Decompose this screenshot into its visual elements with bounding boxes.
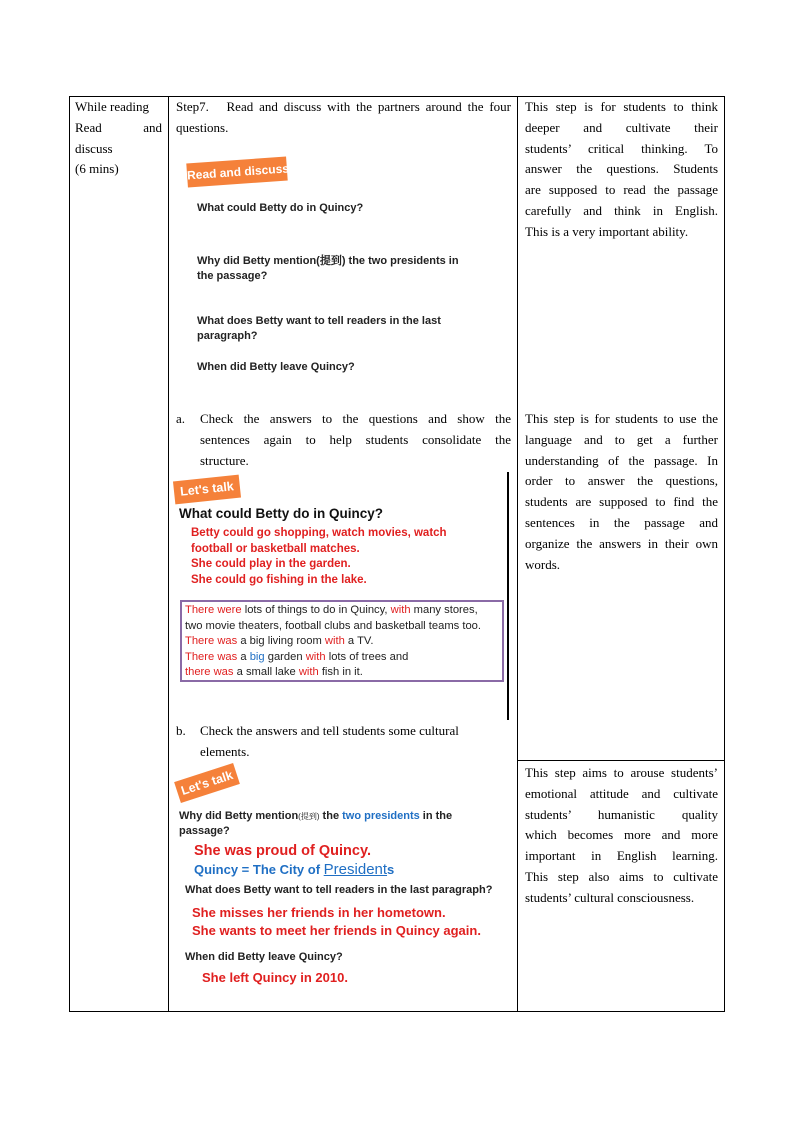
talk2-question-3: When did Betty leave Quincy? xyxy=(185,951,343,963)
sentence-box xyxy=(180,600,504,682)
stage-and: and xyxy=(143,119,162,135)
slide-edge-line xyxy=(507,472,509,720)
talk1-question: What could Betty do in Quincy? xyxy=(179,506,383,521)
table-right-border xyxy=(724,96,725,1012)
stage-read: Read xyxy=(75,119,102,135)
step-text xyxy=(176,97,511,139)
item-a-marker: a. xyxy=(176,411,186,426)
box-line-2: two movie theaters, football clubs and basketball teams too. xyxy=(185,619,482,632)
talk1-answer-line: She could play in the garden. xyxy=(191,558,351,571)
column-divider-1 xyxy=(168,96,169,1012)
talk2-answer-1b: Quincy = The City of Presidents xyxy=(194,861,395,878)
talk1-answer-line: football or basketball matches. xyxy=(191,542,360,555)
stage-discuss: discuss xyxy=(75,140,113,156)
step-text-line2: questions. xyxy=(176,119,229,135)
stage-label: While reading xyxy=(75,99,149,114)
column-divider-2 xyxy=(517,96,518,1012)
lets-talk-tag-2: Let's talk xyxy=(174,763,240,803)
stage-time: (6 mins) xyxy=(75,161,119,177)
table-left-border xyxy=(69,96,70,1012)
stage-read-and xyxy=(75,118,162,139)
talk1-answers xyxy=(191,526,447,588)
item-b-text: Check the answers and tell students some cultural elements. xyxy=(200,723,459,759)
talk1-answer-line: She could go fishing in the lake. xyxy=(191,573,367,586)
item-a-text: Check the answers to the questions and show the sentences again to help students consolidate the structure. xyxy=(200,411,511,468)
talk2-answer-1: She was proud of Quincy. xyxy=(194,843,371,859)
discuss-question-2: Why did Betty mention(提到) the two presidents in the passage? xyxy=(197,255,459,282)
discuss-question-4: When did Betty leave Quincy? xyxy=(197,361,355,373)
discuss-question-1: What could Betty do in Quincy? xyxy=(197,202,364,214)
objective-text-1: This step is for students to think deeper and cultivate their students’ critical thinking. To answer the questions. Students are supposed to read the passage carefully and think in English. This is a very important ability. xyxy=(525,99,718,239)
box-line-1: There were lots of things to do in Quincy, with many stores, xyxy=(185,604,478,616)
talk2-answer-2: She misses her friends in her hometown. She wants to meet her friends in Quincy again. xyxy=(192,905,481,938)
talk2-answer-3: She left Quincy in 2010. xyxy=(202,970,348,985)
step-text-line1: Read and discuss with the partners around the four xyxy=(226,99,512,114)
discuss-question-3: What does Betty want to tell readers in the last paragraph? xyxy=(197,315,441,342)
item-b-marker: b. xyxy=(176,723,186,738)
right-cell-divider xyxy=(517,760,725,761)
box-line-5: there was a small lake with fish in it. xyxy=(185,666,363,679)
read-and-discuss-tag: Read and discuss xyxy=(186,157,287,188)
talk1-answer-line: Betty could go shopping, watch movies, watch xyxy=(191,527,447,539)
objective-text-2: This step is for students to use the language and to get a further understanding of the passage. In order to answer the questions, students are supposed to find the sentences in the passage and organize the answers in their own words. xyxy=(525,411,718,572)
step-label: Step7. xyxy=(176,99,209,114)
stage-cell xyxy=(75,97,162,180)
box-line-3: There was a big living room with a TV. xyxy=(185,635,374,648)
talk2-question-2: What does Betty want to tell readers in the last paragraph? xyxy=(185,884,493,896)
talk2-question-1: Why did Betty mention(提到) the two presidents in the passage? xyxy=(179,810,453,837)
box-line-4: There was a big garden with lots of trees and xyxy=(185,650,409,663)
lets-talk-tag-1: Let's talk xyxy=(173,475,241,505)
objective-text-3: This step aims to arouse students’ emotional attitude and cultivate students’ humanistic quality which becomes more and more important in English learning. This step also aims to cultivate students’ cultural consciousness. xyxy=(525,765,718,905)
